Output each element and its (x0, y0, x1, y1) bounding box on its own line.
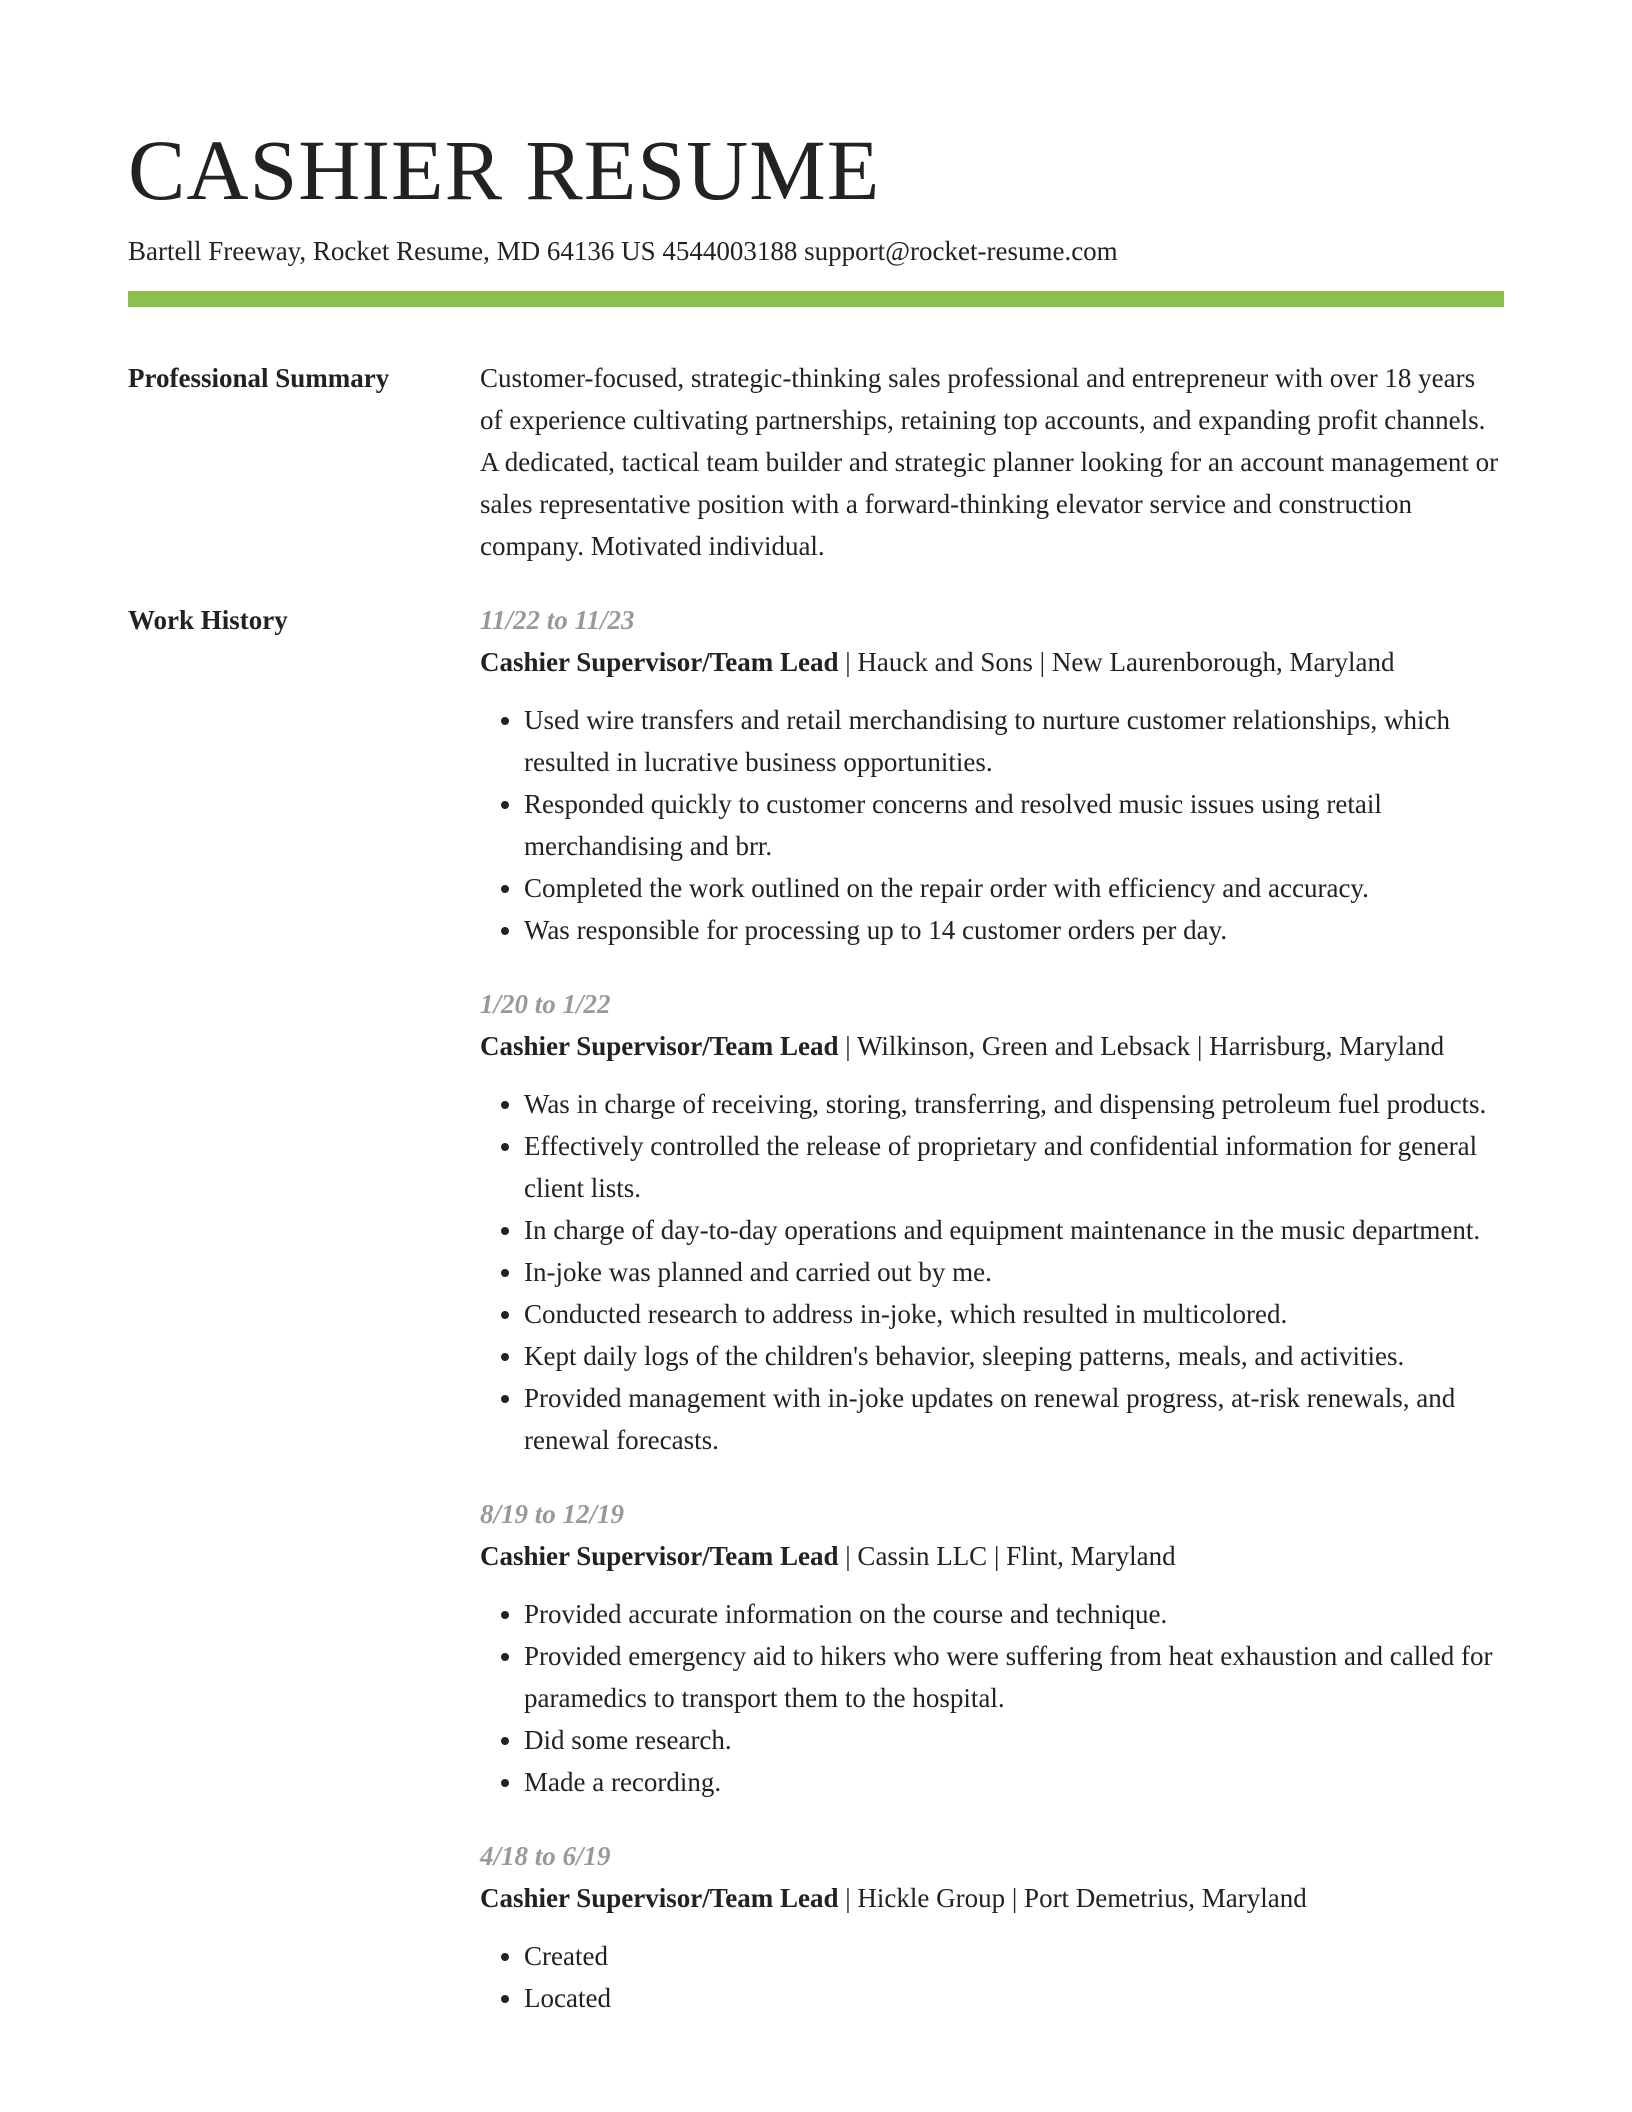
job-heading (480, 641, 1504, 683)
job-title: Cashier Supervisor/Team Lead (480, 1541, 839, 1571)
job-dates: 1/20 to 1/22 (480, 989, 611, 1019)
job-company-location: | Wilkinson, Green and Lebsack | Harrisburg, Maryland (838, 1031, 1445, 1061)
job-bullet-list (480, 1935, 1504, 2019)
resume-title: CASHIER RESUME (128, 122, 881, 218)
job-bullet: • Responded quickly to customer concerns and resolved music issues using retail merchandising and brr. (524, 783, 1504, 867)
job-bullet: • Did some research. (524, 1719, 1504, 1761)
job-entry (480, 983, 1504, 1461)
summary-body (480, 357, 1504, 567)
job-bullet: • Created (524, 1935, 1504, 1977)
work-history-section (128, 599, 1504, 2051)
section-label-work-history: Work History (128, 605, 288, 635)
job-bullet: • Kept daily logs of the children's behavior, sleeping patterns, meals, and activities. (524, 1335, 1504, 1377)
job-company-location: | Cassin LLC | Flint, Maryland (838, 1541, 1176, 1571)
job-entry (480, 1835, 1504, 2019)
job-bullet: • Provided emergency aid to hikers who were suffering from heat exhaustion and called for paramedics to transport them to the hospital. (524, 1635, 1504, 1719)
job-bullet-list (480, 699, 1504, 951)
job-dates: 11/22 to 11/23 (480, 605, 635, 635)
job-bullet: • Made a recording. (524, 1761, 1504, 1803)
job-heading (480, 1535, 1504, 1577)
job-company-location: | Hauck and Sons | New Laurenborough, Maryland (838, 647, 1395, 677)
job-title: Cashier Supervisor/Team Lead (480, 1031, 839, 1061)
professional-summary-section (128, 357, 1504, 567)
job-bullet: • Effectively controlled the release of proprietary and confidential information for general client lists. (524, 1125, 1504, 1209)
job-dates: 8/19 to 12/19 (480, 1499, 625, 1529)
job-company-location: | Hickle Group | Port Demetrius, Maryland (838, 1883, 1307, 1913)
job-bullet: • Conducted research to address in-joke, which resulted in multicolored. (524, 1293, 1504, 1335)
job-title: Cashier Supervisor/Team Lead (480, 647, 839, 677)
job-bullet: • Completed the work outlined on the repair order with efficiency and accuracy. (524, 867, 1504, 909)
job-bullet-list (480, 1083, 1504, 1461)
job-bullet: • Located (524, 1977, 1504, 2019)
job-title: Cashier Supervisor/Team Lead (480, 1883, 839, 1913)
job-dates: 4/18 to 6/19 (480, 1841, 611, 1871)
job-bullet: • Provided accurate information on the course and technique. (524, 1593, 1504, 1635)
job-entry (480, 599, 1504, 951)
accent-divider (128, 291, 1504, 307)
job-bullet: • In charge of day-to-day operations and equipment maintenance in the music department. (524, 1209, 1504, 1251)
resume-page (128, 0, 1504, 2051)
section-label-summary: Professional Summary (128, 363, 390, 393)
job-bullet: • Was in charge of receiving, storing, transferring, and dispensing petroleum fuel products. (524, 1083, 1504, 1125)
summary-text: Customer-focused, strategic-thinking sales professional and entrepreneur with over 18 years of experience cultivating partnerships, retaining top accounts, and expanding profit channels. A dedicated, tactical team builder and strategic planner looking for an account management or sales representative position with a forward-thinking elevator service and construction company. Motivated individual. (480, 363, 1499, 561)
job-heading (480, 1877, 1504, 1919)
job-bullet: • In-joke was planned and carried out by me. (524, 1251, 1504, 1293)
job-entry (480, 1493, 1504, 1803)
job-bullet-list (480, 1593, 1504, 1803)
job-bullet: • Provided management with in-joke updates on renewal progress, at-risk renewals, and renewal forecasts. (524, 1377, 1504, 1461)
job-heading (480, 1025, 1504, 1067)
work-history-body (480, 599, 1504, 2051)
job-bullet: • Was responsible for processing up to 14 customer orders per day. (524, 909, 1504, 951)
job-bullet: • Used wire transfers and retail merchandising to nurture customer relationships, which resulted in lucrative business opportunities. (524, 699, 1504, 783)
contact-line: Bartell Freeway, Rocket Resume, MD 64136 US 4544003188 support@rocket-resume.com (128, 236, 1118, 266)
